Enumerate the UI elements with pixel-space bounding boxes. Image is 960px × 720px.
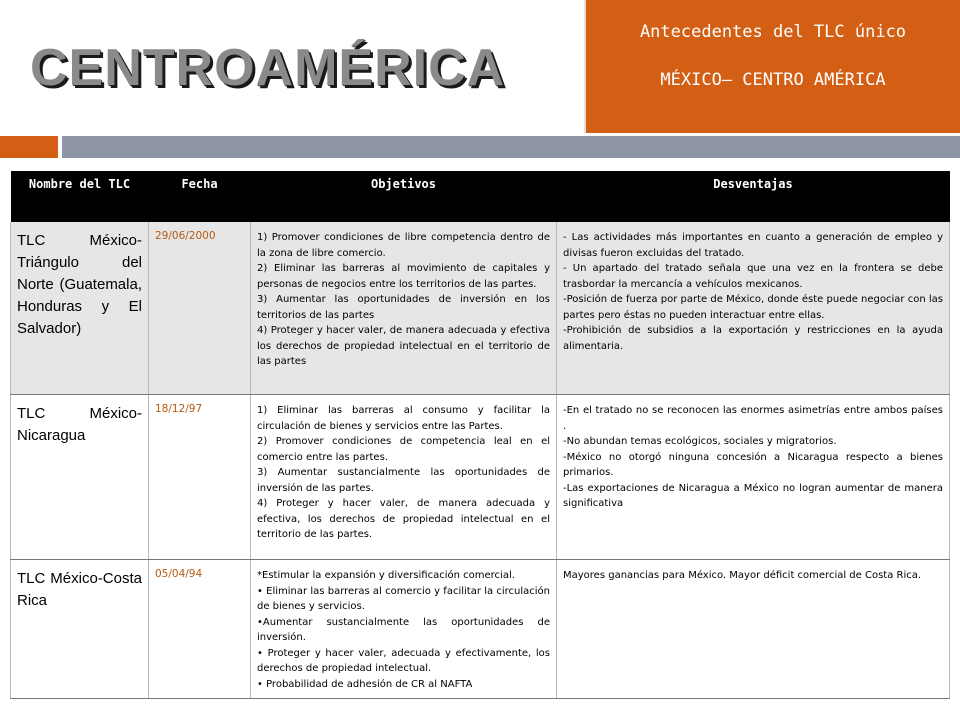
table-row (11, 222, 950, 395)
treaty-disadvantages (557, 222, 950, 395)
header-disadvantages: Desventajas (557, 171, 950, 222)
disadvantage-item: - Un apartado del tratado señala que una vez en la frontera se debe trasbordar la mercancía a vehículos mexicanos. (563, 263, 943, 290)
objective-item: 1) Promover condiciones de libre competencia dentro de la zona de libre comercio. (257, 232, 550, 259)
objective-item: • Eliminar las barreras al comercio y facilitar la circulación de bienes y servicios. (257, 585, 550, 612)
table-row (11, 395, 950, 560)
treaty-objectives (251, 395, 557, 560)
header-date: Fecha (149, 171, 251, 222)
treaty-name: TLC México-Nicaragua (11, 395, 149, 560)
objective-item: 1) Eliminar las barreras al consumo y facilitar la circulación de bienes y servicios entre las Partes. (257, 405, 550, 432)
treaty-objectives (251, 560, 557, 699)
treaty-name: TLC México-Triángulo del Norte (Guatemala, Honduras y El Salvador) (11, 222, 149, 395)
treaty-date: 18/12/97 (149, 395, 251, 560)
objective-item: 3) Aumentar las oportunidades de inversión en los territorios de las partes (257, 294, 550, 321)
disadvantage-item: Mayores ganancias para México. Mayor déficit comercial de Costa Rica. (563, 570, 922, 581)
treaty-objectives (251, 222, 557, 395)
treaty-date: 05/04/94 (149, 560, 251, 699)
treaty-disadvantages (557, 395, 950, 560)
treaty-name: TLC México-Costa Rica (11, 560, 149, 699)
disadvantage-item: -Posición de fuerza por parte de México, donde éste puede negociar con las partes pero éstas no pueden interactuar entre ellas. (563, 294, 943, 321)
subtitle-box (584, 0, 960, 133)
objective-item: •Aumentar sustancialmente las oportunidades de inversión. (257, 616, 550, 643)
objective-item: 3) Aumentar sustancialmente las oportunidades de inversión de las partes. (257, 467, 550, 494)
subtitle-line-2: MÉXICO– CENTRO AMÉRICA (660, 70, 886, 90)
page-title: CENTROAMÉRICA (30, 39, 506, 97)
disadvantage-item: -No abundan temas ecológicos, sociales y migratorios. (563, 436, 837, 447)
disadvantage-item: -Las exportaciones de Nicaragua a México no logran aumentar de manera significativa (563, 482, 943, 509)
header-name: Nombre del TLC (11, 171, 149, 222)
disadvantage-item: - Las actividades más importantes en cuanto a generación de empleo y divisas fueron excluidas del tratado. (563, 232, 943, 259)
tlc-table (10, 171, 950, 699)
table-header-row (11, 171, 950, 222)
table-row (11, 560, 950, 699)
subtitle-line-1: Antecedentes del TLC único (639, 22, 907, 42)
objective-item: • Probabilidad de adhesión de CR al NAFTA (257, 678, 473, 690)
accent-bar (0, 136, 58, 158)
disadvantage-item: -México no otorgó ninguna concesión a Nicaragua respecto a bienes primarios. (563, 451, 943, 478)
objective-item: 4) Proteger y hacer valer, de manera adecuada y efectiva, los derechos de propiedad intelectual en el territorio de las partes. (257, 498, 550, 540)
header-objectives: Objetivos (251, 171, 557, 222)
disadvantage-item: -En el tratado no se reconocen las enormes asimetrías entre ambos países . (563, 405, 943, 432)
objective-item: 4) Proteger y hacer valer, de manera adecuada y efectiva los derechos de propiedad intelectual en el territorio de las partes (257, 325, 550, 367)
objective-item: • Proteger y hacer valer, adecuada y efectivamente, los derechos de propiedad intelectual. (257, 647, 550, 674)
treaty-disadvantages (557, 560, 950, 699)
objective-item: 2) Promover condiciones de competencia leal en el comercio entre las partes. (257, 436, 550, 463)
treaty-date: 29/06/2000 (149, 222, 251, 395)
disadvantage-item: -Prohibición de subsidios a la exportación y restricciones en la ayuda alimentaria. (563, 325, 943, 352)
objective-item: 2) Eliminar las barreras al movimiento de capitales y personas de negocios entre los territorios de las partes. (257, 263, 550, 290)
objective-item: *Estimular la expansión y diversificación comercial. (257, 570, 515, 581)
divider-bar (62, 136, 960, 158)
